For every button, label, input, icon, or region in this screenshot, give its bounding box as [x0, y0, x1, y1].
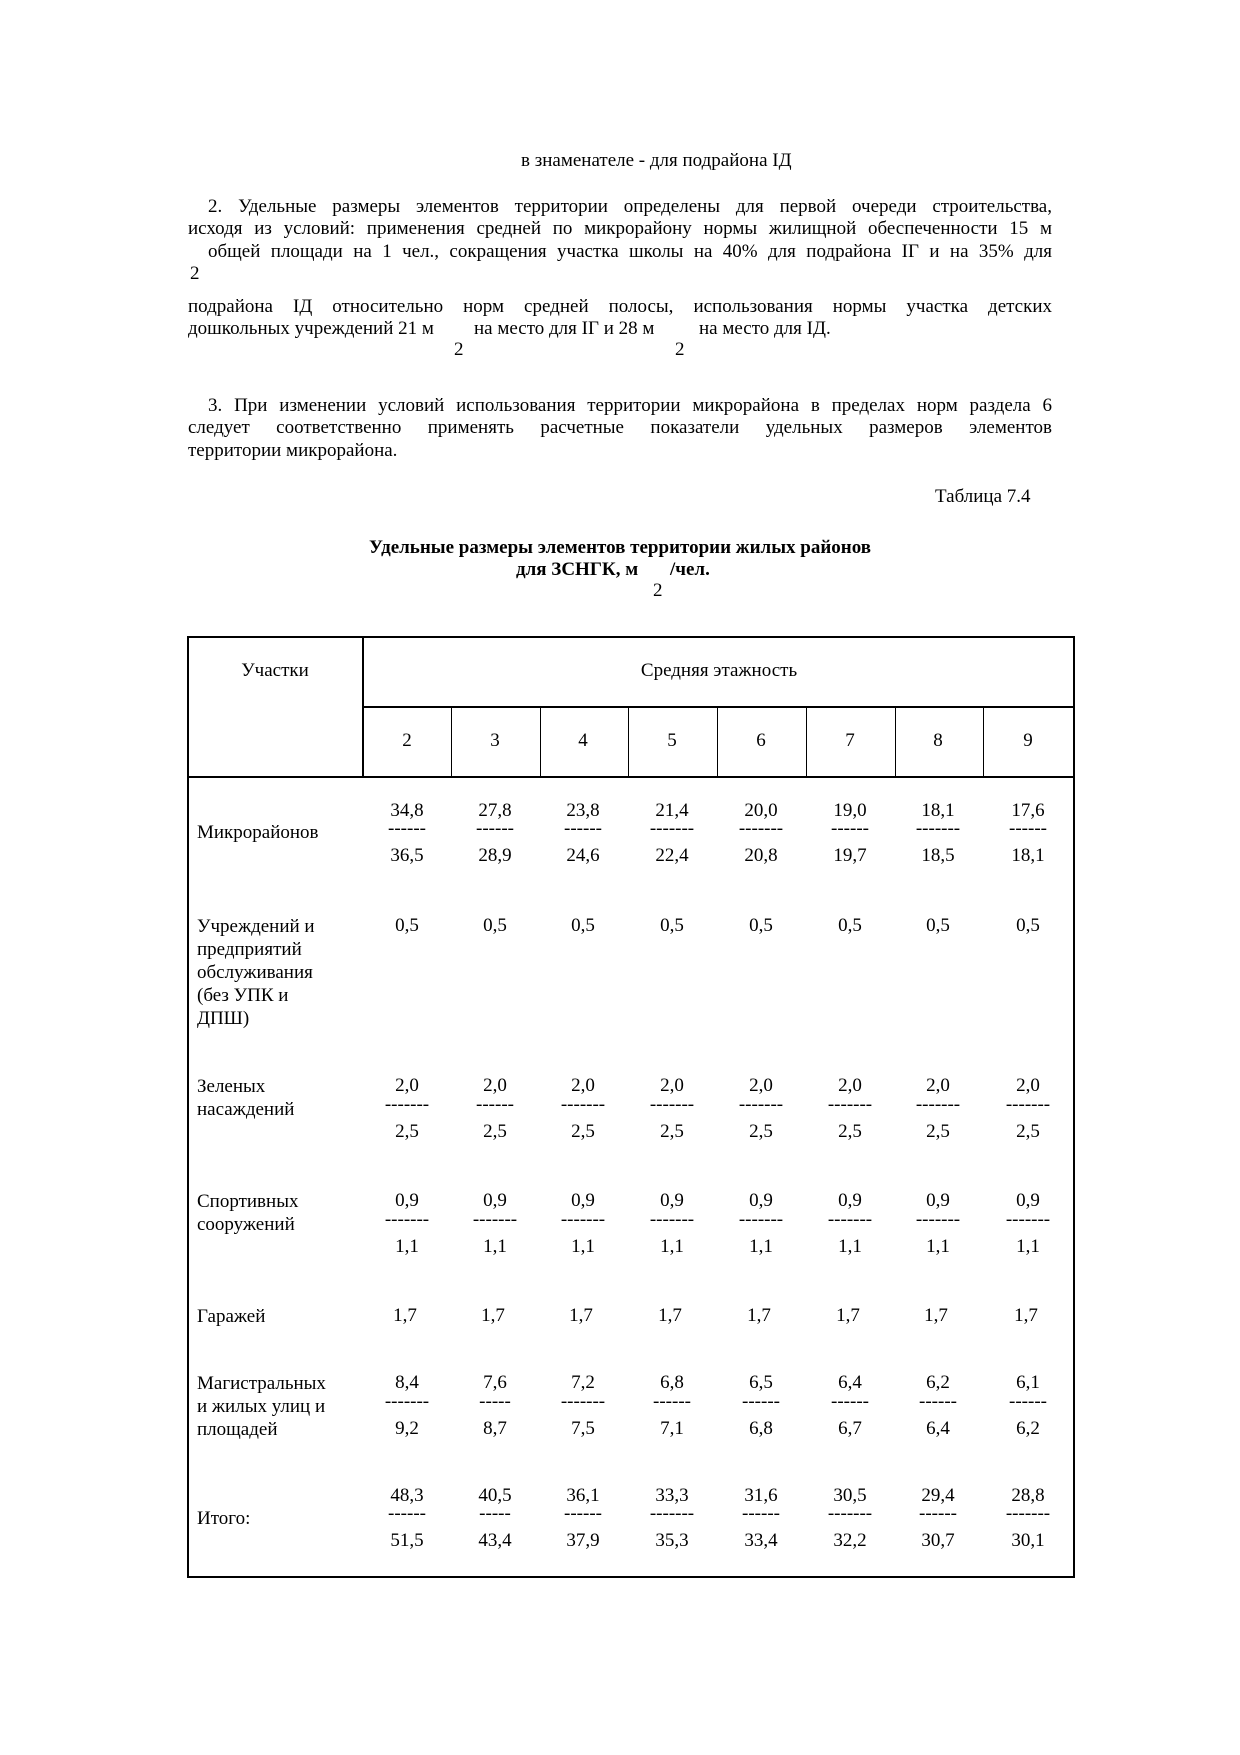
denominator: 2,5: [749, 1121, 773, 1142]
cell-value: 0,5: [395, 915, 419, 936]
numerator: 2,0: [395, 1075, 419, 1096]
fraction-dashes: ------: [919, 1503, 957, 1524]
denominator: 6,7: [838, 1418, 862, 1439]
fraction-dashes: -------: [827, 1503, 873, 1524]
table-divider: [628, 706, 629, 777]
paragraph-3-line-3: территории микрорайона.: [188, 440, 398, 461]
row-label: Итого:: [197, 1508, 251, 1529]
cell-value: 0,5: [571, 915, 595, 936]
numerator: 34,8: [390, 800, 424, 821]
numerator: 0,9: [926, 1190, 950, 1211]
paragraph-2-line-5b: на место для IГ и 28 м: [474, 318, 655, 339]
denominator: 2,5: [1016, 1121, 1040, 1142]
fraction-dashes: -------: [560, 1209, 606, 1230]
denominator: 2,5: [660, 1121, 684, 1142]
fraction-dashes: -------: [472, 1209, 518, 1230]
fraction-dashes: -------: [384, 1209, 430, 1230]
denominator: 18,1: [1011, 845, 1045, 866]
denominator: 6,4: [926, 1418, 950, 1439]
cell-value: 1,7: [1014, 1305, 1038, 1326]
cell-value: 1,7: [393, 1305, 417, 1326]
numerator: 0,9: [660, 1190, 684, 1211]
table-title-line-2-suffix: /чел.: [670, 559, 710, 580]
denominator: 30,7: [921, 1530, 955, 1551]
fraction-dashes: -------: [384, 1094, 430, 1115]
numerator: 48,3: [390, 1485, 424, 1506]
numerator: 2,0: [1016, 1075, 1040, 1096]
numerator: 2,0: [749, 1075, 773, 1096]
paragraph-3-line-2: следует соответственно применять расчетные показатели удельных размеров элементов: [188, 417, 1052, 438]
cell-value: 1,7: [658, 1305, 682, 1326]
numerator: 28,8: [1011, 1485, 1045, 1506]
denominator: 7,5: [571, 1418, 595, 1439]
fraction-dashes: -------: [827, 1209, 873, 1230]
fraction-dashes: -------: [738, 1094, 784, 1115]
superscript-2: 2: [190, 263, 200, 284]
cell-value: 0,5: [1016, 915, 1040, 936]
header-note: в знаменателе - для подрайона IД: [521, 150, 792, 171]
numerator: 19,0: [833, 800, 867, 821]
paragraph-2-line-5c: на место для IД.: [699, 318, 831, 339]
cell-value: 1,7: [569, 1305, 593, 1326]
fraction-dashes: -------: [649, 1094, 695, 1115]
denominator: 6,8: [749, 1418, 773, 1439]
paragraph-2-line-3: общей площади на 1 чел., сокращения участка школы на 40% для подрайона IГ и на 35% для: [208, 241, 1052, 262]
numerator: 18,1: [921, 800, 955, 821]
denominator: 22,4: [655, 845, 689, 866]
table-title-line-1: Удельные размеры элементов территории жилых районов: [368, 537, 872, 558]
denominator: 1,1: [483, 1236, 507, 1257]
fraction-dashes: -----: [479, 1503, 511, 1524]
numerator: 2,0: [838, 1075, 862, 1096]
denominator: 30,1: [1011, 1530, 1045, 1551]
cell-value: 1,7: [747, 1305, 771, 1326]
denominator: 2,5: [483, 1121, 507, 1142]
cell-value: 1,7: [924, 1305, 948, 1326]
cell-value: 0,5: [749, 915, 773, 936]
fraction-dashes: -------: [649, 818, 695, 839]
denominator: 43,4: [478, 1530, 512, 1551]
column-header-plots: Участки: [241, 660, 309, 681]
fraction-dashes: -------: [1005, 1094, 1051, 1115]
numerator: 6,4: [838, 1372, 862, 1393]
fraction-dashes: -------: [915, 1209, 961, 1230]
row-label: ДПШ): [197, 1008, 250, 1029]
numerator: 29,4: [921, 1485, 955, 1506]
paragraph-2-line-1: 2. Удельные размеры элементов территории определены для первой очереди строительства,: [208, 196, 1052, 217]
denominator: 2,5: [395, 1121, 419, 1142]
table-title-line-2: для ЗСНГК, м: [516, 559, 639, 580]
numerator: 0,9: [395, 1190, 419, 1211]
superscript-2: 2: [653, 580, 663, 601]
fraction-dashes: -------: [649, 1209, 695, 1230]
denominator: 2,5: [838, 1121, 862, 1142]
table-divider: [540, 706, 541, 777]
fraction-dashes: ------: [388, 1503, 426, 1524]
floor-header: 2: [402, 730, 412, 751]
cell-value: 1,7: [481, 1305, 505, 1326]
fraction-dashes: ------: [476, 1094, 514, 1115]
row-label: и жилых улиц и: [197, 1396, 326, 1417]
numerator: 23,8: [566, 800, 600, 821]
fraction-dashes: -------: [649, 1503, 695, 1524]
numerator: 2,0: [483, 1075, 507, 1096]
numerator: 2,0: [571, 1075, 595, 1096]
denominator: 28,9: [478, 845, 512, 866]
row-label: предприятий: [197, 939, 302, 960]
fraction-dashes: -------: [915, 1094, 961, 1115]
fraction-dashes: -----: [479, 1391, 511, 1412]
denominator: 37,9: [566, 1530, 600, 1551]
numerator: 0,9: [1016, 1190, 1040, 1211]
numerator: 8,4: [395, 1372, 419, 1393]
denominator: 2,5: [926, 1121, 950, 1142]
row-label: Зеленых: [197, 1076, 266, 1097]
numerator: 0,9: [749, 1190, 773, 1211]
table-divider: [451, 706, 452, 777]
denominator: 6,2: [1016, 1418, 1040, 1439]
superscript-2: 2: [454, 339, 464, 360]
floor-header: 9: [1023, 730, 1033, 751]
cell-value: 0,5: [660, 915, 684, 936]
cell-value: 1,7: [836, 1305, 860, 1326]
numerator: 7,6: [483, 1372, 507, 1393]
table-divider: [717, 706, 718, 777]
row-label: Микрорайонов: [197, 822, 319, 843]
numerator: 0,9: [571, 1190, 595, 1211]
denominator: 51,5: [390, 1530, 424, 1551]
floor-header: 7: [845, 730, 855, 751]
row-label: Магистральных: [197, 1373, 326, 1394]
fraction-dashes: -------: [1005, 1209, 1051, 1230]
fraction-dashes: -------: [560, 1391, 606, 1412]
table-divider: [362, 706, 1075, 708]
fraction-dashes: -------: [560, 1094, 606, 1115]
denominator: 1,1: [571, 1236, 595, 1257]
fraction-dashes: -------: [827, 1094, 873, 1115]
numerator: 7,2: [571, 1372, 595, 1393]
denominator: 1,1: [749, 1236, 773, 1257]
numerator: 6,1: [1016, 1372, 1040, 1393]
numerator: 27,8: [478, 800, 512, 821]
superscript-2: 2: [675, 339, 685, 360]
denominator: 1,1: [1016, 1236, 1040, 1257]
numerator: 40,5: [478, 1485, 512, 1506]
floor-header: 6: [756, 730, 766, 751]
floor-header: 5: [667, 730, 677, 751]
denominator: 18,5: [921, 845, 955, 866]
numerator: 2,0: [926, 1075, 950, 1096]
row-label: Гаражей: [197, 1306, 266, 1327]
fraction-dashes: ------: [476, 818, 514, 839]
row-label: обслуживания: [197, 962, 313, 983]
fraction-dashes: ------: [919, 1391, 957, 1412]
row-label: насаждений: [197, 1099, 295, 1120]
fraction-dashes: ------: [831, 1391, 869, 1412]
denominator: 1,1: [395, 1236, 419, 1257]
fraction-dashes: ------: [1009, 818, 1047, 839]
numerator: 21,4: [655, 800, 689, 821]
fraction-dashes: ------: [388, 818, 426, 839]
paragraph-2-line-5a: дошкольных учреждений 21 м: [188, 318, 434, 339]
denominator: 19,7: [833, 845, 867, 866]
denominator: 32,2: [833, 1530, 867, 1551]
denominator: 9,2: [395, 1418, 419, 1439]
denominator: 2,5: [571, 1121, 595, 1142]
table-divider: [983, 706, 984, 777]
fraction-dashes: ------: [564, 1503, 602, 1524]
row-label: площадей: [197, 1419, 278, 1440]
numerator: 20,0: [744, 800, 778, 821]
numerator: 36,1: [566, 1485, 600, 1506]
denominator: 24,6: [566, 845, 600, 866]
fraction-dashes: ------: [1009, 1391, 1047, 1412]
denominator: 35,3: [655, 1530, 689, 1551]
denominator: 7,1: [660, 1418, 684, 1439]
numerator: 0,9: [838, 1190, 862, 1211]
fraction-dashes: ------: [653, 1391, 691, 1412]
floor-header: 3: [490, 730, 500, 751]
fraction-dashes: -------: [915, 818, 961, 839]
numerator: 2,0: [660, 1075, 684, 1096]
fraction-dashes: -------: [384, 1391, 430, 1412]
paragraph-3-line-1: 3. При изменении условий использования территории микрорайона в пределах норм раздела 6: [208, 395, 1052, 416]
denominator: 1,1: [838, 1236, 862, 1257]
fraction-dashes: -------: [738, 818, 784, 839]
paragraph-2-line-2: исходя из условий: применения средней по микрорайону нормы жилищной обеспеченности 15 м: [188, 218, 1052, 239]
fraction-dashes: ------: [742, 1503, 780, 1524]
row-label: Учреждений и: [197, 916, 315, 937]
numerator: 6,5: [749, 1372, 773, 1393]
table-divider: [895, 706, 896, 777]
denominator: 1,1: [926, 1236, 950, 1257]
numerator: 0,9: [483, 1190, 507, 1211]
denominator: 33,4: [744, 1530, 778, 1551]
fraction-dashes: ------: [742, 1391, 780, 1412]
row-label: сооружений: [197, 1214, 295, 1235]
fraction-dashes: ------: [831, 818, 869, 839]
cell-value: 0,5: [838, 915, 862, 936]
paragraph-2-line-4: подрайона IД относительно норм средней полосы, использования нормы участка детских: [188, 296, 1052, 317]
fraction-dashes: ------: [564, 818, 602, 839]
column-header-avg-floors: Средняя этажность: [640, 660, 798, 681]
fraction-dashes: -------: [738, 1209, 784, 1230]
numerator: 33,3: [655, 1485, 689, 1506]
cell-value: 0,5: [926, 915, 950, 936]
denominator: 1,1: [660, 1236, 684, 1257]
fraction-dashes: -------: [1005, 1503, 1051, 1524]
denominator: 8,7: [483, 1418, 507, 1439]
row-label: Спортивных: [197, 1191, 299, 1212]
denominator: 20,8: [744, 845, 778, 866]
table-divider: [187, 776, 1075, 778]
numerator: 31,6: [744, 1485, 778, 1506]
numerator: 30,5: [833, 1485, 867, 1506]
table-number-label: Таблица 7.4: [935, 486, 1031, 507]
numerator: 6,2: [926, 1372, 950, 1393]
denominator: 36,5: [390, 845, 424, 866]
floor-header: 4: [578, 730, 588, 751]
cell-value: 0,5: [483, 915, 507, 936]
table-divider: [806, 706, 807, 777]
floor-header: 8: [933, 730, 943, 751]
row-label: (без УПК и: [197, 985, 289, 1006]
numerator: 17,6: [1011, 800, 1045, 821]
numerator: 6,8: [660, 1372, 684, 1393]
